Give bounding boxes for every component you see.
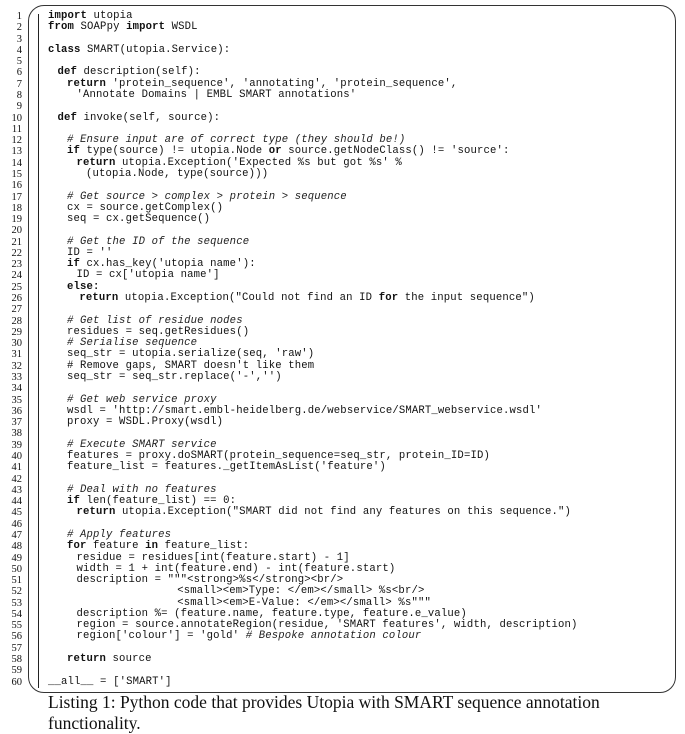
code-line	[0, 214, 685, 225]
code-line	[0, 507, 685, 518]
code-text: seq_str = utopia.serialize(seq, 'raw')	[67, 348, 315, 361]
line-number: 31	[11, 349, 22, 361]
code-listing	[0, 11, 685, 688]
line-number: 34	[11, 383, 22, 395]
code-text: seq_str = seq_str.replace('-','')	[67, 371, 282, 383]
code-text: # Serialise sequence	[67, 337, 198, 350]
code-text: def invoke(self, source):	[57, 111, 221, 124]
code-text: (utopia.Node, type(source)))	[86, 167, 269, 180]
code-text: feature_list = features._getItemAsList('feature')	[67, 461, 386, 474]
line-number: 28	[11, 315, 22, 327]
line-number: 27	[11, 304, 22, 316]
line-number: 19	[11, 214, 22, 226]
code-text: <small><em>Type: </em></small> %s<br/>	[177, 585, 425, 598]
code-line	[0, 90, 685, 101]
line-number: 24	[11, 270, 22, 282]
line-number: 51	[11, 575, 22, 587]
code-text: # Get source > complex > protein > sequence	[67, 190, 347, 203]
code-text: class SMART(utopia.Service):	[48, 43, 231, 56]
code-text: # Ensure input are of correct type (they should be!)	[67, 134, 406, 147]
code-text: # Get the ID of the sequence	[67, 235, 250, 248]
line-number: 49	[11, 552, 22, 564]
line-number: 53	[11, 597, 22, 609]
line-number: 41	[11, 462, 22, 474]
line-number: 25	[11, 281, 22, 293]
line-number: 37	[11, 417, 22, 429]
code-line	[0, 677, 685, 688]
code-text: proxy = WSDL.Proxy(wsdl)	[67, 416, 224, 429]
line-number: 52	[11, 586, 22, 598]
line-number: 2	[16, 22, 22, 34]
code-text: else:	[67, 280, 100, 293]
line-number: 29	[11, 326, 22, 338]
line-number: 22	[11, 247, 22, 259]
line-number: 58	[11, 654, 22, 666]
code-line	[0, 22, 685, 33]
code-text: region['colour'] = 'gold' # Bespoke annotation colour	[76, 630, 422, 643]
code-text: width = 1 + int(feature.end) - int(feature.start)	[76, 562, 396, 575]
code-text: def description(self):	[57, 66, 201, 79]
line-number: 48	[11, 541, 22, 553]
code-line	[0, 113, 685, 124]
line-number: 13	[11, 146, 22, 158]
code-text: # Get web service proxy	[67, 393, 217, 406]
code-text: import utopia	[48, 10, 133, 22]
line-number: 20	[11, 225, 22, 237]
code-text: # Get list of residue nodes	[67, 314, 243, 327]
line-number: 40	[11, 450, 22, 462]
line-number: 56	[11, 631, 22, 643]
code-line	[0, 417, 685, 428]
listing-caption: Listing 1: Python code that provides Utopia with SMART sequence annotation functionality.	[48, 692, 600, 733]
code-text: description %= (feature.name, feature.type, feature.e_value)	[76, 607, 467, 620]
line-number: 7	[16, 78, 22, 90]
code-text: # Remove gaps, SMART doesn't like them	[67, 359, 315, 372]
code-text: residue = residues[int(feature.start) - 1]	[76, 551, 350, 564]
line-number: 6	[16, 67, 22, 79]
line-number: 9	[16, 101, 22, 113]
line-number: 57	[11, 642, 22, 654]
code-line	[0, 541, 685, 552]
code-line	[0, 462, 685, 473]
code-line	[0, 631, 685, 642]
line-number: 38	[11, 428, 22, 440]
line-number: 39	[11, 439, 22, 451]
line-number: 36	[11, 405, 22, 417]
line-number: 45	[11, 507, 22, 519]
code-text: wsdl = 'http://smart.embl-heidelberg.de/webservice/SMART_webservice.wsdl'	[67, 404, 543, 417]
code-text: # Execute SMART service	[67, 438, 217, 451]
line-number: 8	[16, 89, 22, 101]
code-text: return utopia.Exception('Expected %s but got %s' %	[76, 156, 402, 169]
code-text: return utopia.Exception("Could not find an ID for the input sequence")	[79, 292, 535, 305]
code-text: 'Annotate Domains | EMBL SMART annotations'	[76, 88, 357, 101]
code-text: # Deal with no features	[67, 483, 217, 496]
line-number: 30	[11, 338, 22, 350]
line-number: 44	[11, 496, 22, 508]
code-line	[0, 45, 685, 56]
line-number: 50	[11, 563, 22, 575]
code-line	[0, 293, 685, 304]
code-line	[0, 270, 685, 281]
code-line	[0, 101, 685, 112]
line-number: 10	[11, 112, 22, 124]
line-number: 23	[11, 259, 22, 271]
code-text: ID = ''	[67, 246, 113, 259]
code-text: if type(source) != utopia.Node or source.getNodeClass() != 'source':	[67, 145, 510, 158]
line-number: 11	[11, 123, 22, 135]
code-text: residues = seq.getResidues()	[67, 325, 250, 338]
code-text: from SOAPpy import WSDL	[48, 21, 198, 34]
line-number: 32	[11, 360, 22, 372]
line-number: 16	[11, 180, 22, 192]
line-number: 17	[11, 191, 22, 203]
code-text: # Apply features	[67, 528, 172, 541]
line-number: 33	[11, 372, 22, 383]
line-number: 35	[11, 394, 22, 406]
code-line	[0, 654, 685, 665]
code-text: return utopia.Exception("SMART did not find any features on this sequence.")	[76, 506, 572, 519]
line-number: 46	[11, 518, 22, 530]
line-number: 21	[11, 236, 22, 248]
line-number: 59	[11, 665, 22, 677]
line-number: 14	[11, 157, 22, 169]
line-number: 1	[16, 11, 22, 22]
code-text: __all__ = ['SMART']	[48, 675, 172, 688]
code-text: seq = cx.getSequence()	[67, 213, 211, 226]
line-number: 5	[16, 56, 22, 68]
code-text: ID = cx['utopia name']	[76, 269, 220, 282]
code-text: description = """<strong>%s</strong><br/>	[76, 574, 344, 587]
line-number: 54	[11, 608, 22, 620]
line-number: 15	[11, 168, 22, 180]
code-line	[0, 586, 685, 597]
code-line	[0, 169, 685, 180]
line-number: 12	[11, 135, 22, 147]
line-number: 47	[11, 529, 22, 541]
code-text: features = proxy.doSMART(protein_sequence=seq_str, protein_ID=ID)	[67, 449, 490, 462]
code-line	[0, 665, 685, 676]
line-number: 43	[11, 484, 22, 496]
code-text: if len(feature_list) == 0:	[67, 495, 237, 508]
code-text: region = source.annotateRegion(residue, 'SMART features', width, description)	[76, 619, 578, 632]
line-number: 42	[11, 473, 22, 485]
line-number: 60	[11, 676, 22, 688]
line-number: 55	[11, 620, 22, 632]
code-text: return source	[67, 653, 152, 666]
line-number: 18	[11, 202, 22, 214]
line-number: 3	[16, 33, 22, 45]
line-number: 4	[16, 44, 22, 56]
line-number: 26	[11, 293, 22, 305]
code-text: return 'protein_sequence', 'annotating', 'protein_sequence',	[67, 77, 458, 90]
code-text: cx = source.getComplex()	[67, 201, 224, 214]
code-text: <small><em>E-Value: </em></small> %s"""	[177, 596, 431, 609]
code-text: for feature in feature_list:	[67, 540, 250, 553]
code-line	[0, 372, 685, 383]
code-text: if cx.has_key('utopia name'):	[67, 258, 256, 271]
